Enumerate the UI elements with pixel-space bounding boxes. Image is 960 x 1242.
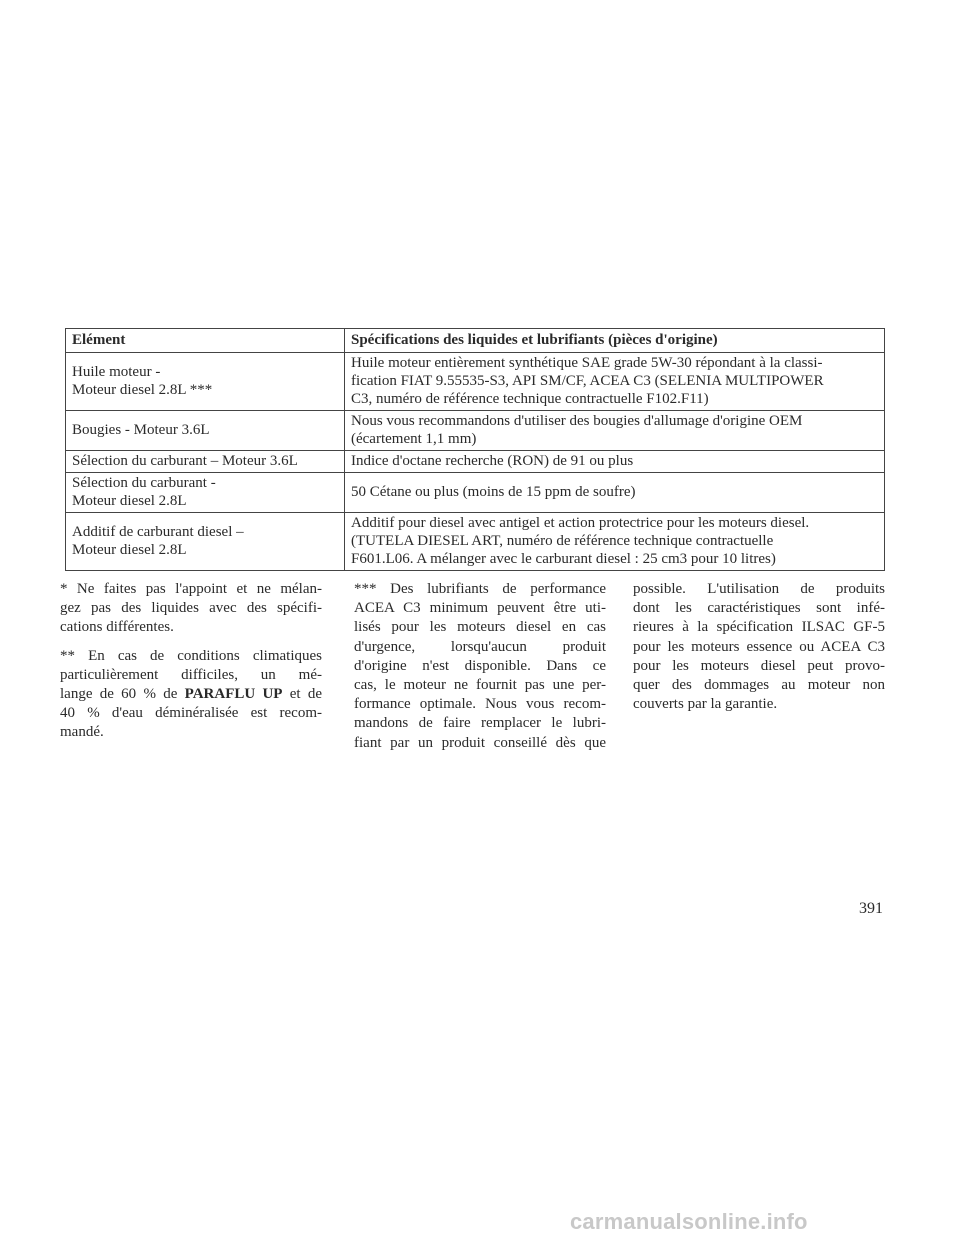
row-item-cell [66, 513, 345, 571]
row-item-cell [66, 411, 345, 451]
cell-line: Huile moteur entièrement synthétique SAE grade 5W-30 répondant à la classi- [351, 355, 823, 371]
table-row [66, 353, 885, 411]
note-line: ACEA C3 minimum peuvent être uti- [354, 600, 606, 617]
row-spec-cell [345, 473, 885, 513]
note-line [60, 685, 322, 704]
note-single-asterisk [60, 580, 322, 638]
note-line: d'urgence, lorsqu'aucun produit [354, 638, 606, 655]
note-line: d'origine n'est disponible. Dans ce [354, 657, 606, 674]
row-item-cell [66, 451, 345, 473]
row-spec-cell [345, 513, 885, 571]
note-line: ** En cas de conditions climatiques [60, 647, 322, 664]
note-line: dont les caractéristiques sont infé- [633, 600, 885, 617]
header-element: Elément [66, 329, 345, 353]
note-line: mandons de faire remplacer le lubri- [354, 715, 606, 732]
note-line: couverts par la garantie. [633, 696, 778, 713]
row-spec-cell [345, 353, 885, 411]
note-triple-asterisk-continued [633, 580, 885, 714]
row-item-cell [66, 353, 345, 411]
note-text: lange de 60 % de [60, 686, 185, 703]
cell-line: 50 Cétane ou plus (moins de 15 ppm de soufre) [351, 484, 636, 500]
note-line: cas, le moteur ne fournit pas une per- [354, 677, 606, 694]
note-triple-asterisk [354, 580, 606, 753]
note-line: cations différentes. [60, 619, 174, 636]
note-line: particulièrement difficiles, un mé- [60, 666, 322, 683]
cell-line: (écartement 1,1 mm) [351, 431, 477, 447]
header-specifications: Spécifications des liquides et lubrifiants (pièces d'origine) [345, 329, 885, 353]
note-line: possible. L'utilisation de produits [633, 581, 885, 597]
cell-line: Additif pour diesel avec antigel et action protectrice pour les moteurs diesel. [351, 515, 810, 531]
note-text: et de [282, 686, 323, 703]
cell-line: Sélection du carburant - [72, 475, 216, 491]
table-row [66, 513, 885, 571]
cell-line: fication FIAT 9.55535-S3, API SM/CF, ACEA C3 (SELENIA MULTIPOWER [351, 373, 824, 389]
note-line: mandé. [60, 724, 104, 741]
cell-line: (TUTELA DIESEL ART, numéro de référence technique contractuelle [351, 533, 774, 549]
cell-line: Indice d'octane recherche (RON) de 91 ou plus [351, 453, 634, 469]
page-number: 391 [859, 900, 883, 917]
note-line: quer des dommages au moteur non [633, 677, 885, 694]
cell-line: Moteur diesel 2.8L *** [72, 382, 213, 398]
notes-column-1 [60, 580, 322, 752]
watermark: carmanualsonline.info [570, 1209, 808, 1234]
note-line: pour les moteurs diesel peut provo- [633, 657, 885, 674]
row-spec-cell [345, 451, 885, 473]
cell-line: Nous vous recommandons d'utiliser des bougies d'allumage d'origine OEM [351, 413, 803, 429]
cell-line: Huile moteur - [72, 364, 161, 380]
cell-line: Moteur diesel 2.8L [72, 493, 187, 509]
note-line: gez pas des liquides avec des spécifi- [60, 600, 322, 617]
note-line: rieures à la spécification ILSAC GF-5 [633, 619, 885, 636]
table-header-row [66, 329, 885, 353]
product-name-paraflu: PARAFLU UP [184, 686, 283, 703]
note-double-asterisk [60, 647, 322, 743]
table-row [66, 411, 885, 451]
note-line: * Ne faites pas l'appoint et ne mélan- [60, 581, 322, 597]
cell-line: C3, numéro de référence technique contractuelle F102.F11) [351, 391, 709, 407]
notes-column-3 [633, 580, 885, 723]
cell-line: F601.L06. A mélanger avec le carburant diesel : 25 cm3 pour 10 litres) [351, 551, 776, 567]
note-line: formance optimale. Nous vous recom- [354, 696, 606, 713]
fluid-spec-table [65, 328, 885, 571]
table-row [66, 473, 885, 513]
note-line: lisés pour les moteurs diesel en cas [354, 619, 606, 636]
notes-column-2 [354, 580, 606, 762]
cell-line: Additif de carburant diesel – [72, 524, 244, 540]
row-item-cell [66, 473, 345, 513]
cell-line: Moteur diesel 2.8L [72, 542, 187, 558]
note-line: fiant par un produit conseillé dès que [354, 734, 606, 751]
cell-line: Sélection du carburant – Moteur 3.6L [72, 453, 298, 469]
row-spec-cell [345, 411, 885, 451]
cell-line: Bougies - Moteur 3.6L [72, 422, 210, 438]
table-row [66, 451, 885, 473]
note-line: 40 % d'eau déminéralisée est recom- [60, 705, 322, 722]
note-line: pour les moteurs essence ou ACEA C3 [633, 638, 885, 655]
note-line: *** Des lubrifiants de performance [354, 581, 606, 597]
